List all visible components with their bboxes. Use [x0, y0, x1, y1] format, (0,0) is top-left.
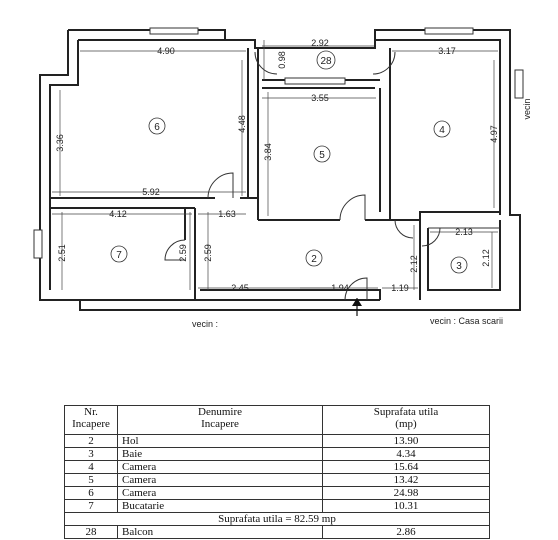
- dim-label: 4.90: [157, 46, 175, 56]
- dim-label: 5.92: [142, 187, 160, 197]
- label-vecin-right: vecin: [522, 98, 532, 120]
- door-swings: [165, 52, 440, 300]
- cell-area: 2.86: [323, 526, 490, 539]
- cell-name: Camera: [118, 487, 323, 500]
- table-header-row: [65, 406, 490, 435]
- label-vecin-bottom-left: vecin :: [192, 319, 219, 329]
- dim-label: 3.36: [55, 134, 65, 152]
- cell-area: 24.98: [323, 487, 490, 500]
- cell-nr: 3: [65, 448, 118, 461]
- dim-label: 2.51: [57, 244, 67, 262]
- header-area: Suprafata utila (mp): [323, 406, 490, 435]
- rooms-table: [64, 405, 490, 539]
- table-row: [65, 461, 490, 474]
- table-row: [65, 448, 490, 461]
- table-row: [65, 435, 490, 448]
- dim-label: 1.19: [391, 283, 409, 293]
- dim-label: 4.48: [237, 115, 247, 133]
- room-number-4: 4: [439, 125, 445, 136]
- cell-name: Balcon: [118, 526, 323, 539]
- cell-area: 4.34: [323, 448, 490, 461]
- table-row: [65, 526, 490, 539]
- cell-nr: 6: [65, 487, 118, 500]
- cell-area: 10.31: [323, 500, 490, 513]
- dim-label: 4.97: [489, 125, 499, 143]
- dim-label: 1.94: [331, 283, 349, 293]
- cell-name: Baie: [118, 448, 323, 461]
- room-number-28: 28: [320, 56, 332, 67]
- cell-nr: 28: [65, 526, 118, 539]
- cell-nr: 7: [65, 500, 118, 513]
- dim-label: 2.45: [231, 283, 249, 293]
- table-row: [65, 474, 490, 487]
- cell-name: Hol: [118, 435, 323, 448]
- cell-name: Camera: [118, 474, 323, 487]
- room-number-7: 7: [116, 250, 122, 261]
- cell-area: 13.90: [323, 435, 490, 448]
- cell-name: Bucatarie: [118, 500, 323, 513]
- cell-nr: 4: [65, 461, 118, 474]
- dim-label: 2.13: [455, 227, 473, 237]
- dim-label: 2.59: [178, 244, 188, 262]
- cell-name: Camera: [118, 461, 323, 474]
- dim-label: 2.59: [203, 244, 213, 262]
- dim-label: 2.92: [311, 38, 329, 48]
- room-number-2: 2: [311, 254, 317, 265]
- dim-label: 3.84: [263, 143, 273, 161]
- dim-label: 3.17: [438, 46, 456, 56]
- header-name: Denumire Incapere: [118, 406, 323, 435]
- total-row: [65, 513, 490, 526]
- cell-nr: 2: [65, 435, 118, 448]
- room-number-6: 6: [154, 122, 160, 133]
- cell-area: 13.42: [323, 474, 490, 487]
- header-nr: Nr. Incapere: [65, 406, 118, 435]
- dim-label: 2.12: [481, 249, 491, 267]
- label-vecin-bottom-right: vecin : Casa scarii: [430, 316, 504, 326]
- cell-area: 15.64: [323, 461, 490, 474]
- dim-label: 0.98: [277, 51, 287, 69]
- room-number-5: 5: [319, 150, 325, 161]
- outer-walls: [40, 30, 520, 310]
- total-area: Suprafata utila = 82.59 mp: [65, 513, 490, 526]
- dim-label: 4.12: [109, 209, 127, 219]
- dim-label: 1.63: [218, 209, 236, 219]
- table-row: [65, 487, 490, 500]
- table-row: [65, 500, 490, 513]
- dim-label: 2.12: [409, 255, 419, 273]
- dim-label: 3.55: [311, 93, 329, 103]
- cell-nr: 5: [65, 474, 118, 487]
- room-number-3: 3: [456, 261, 462, 272]
